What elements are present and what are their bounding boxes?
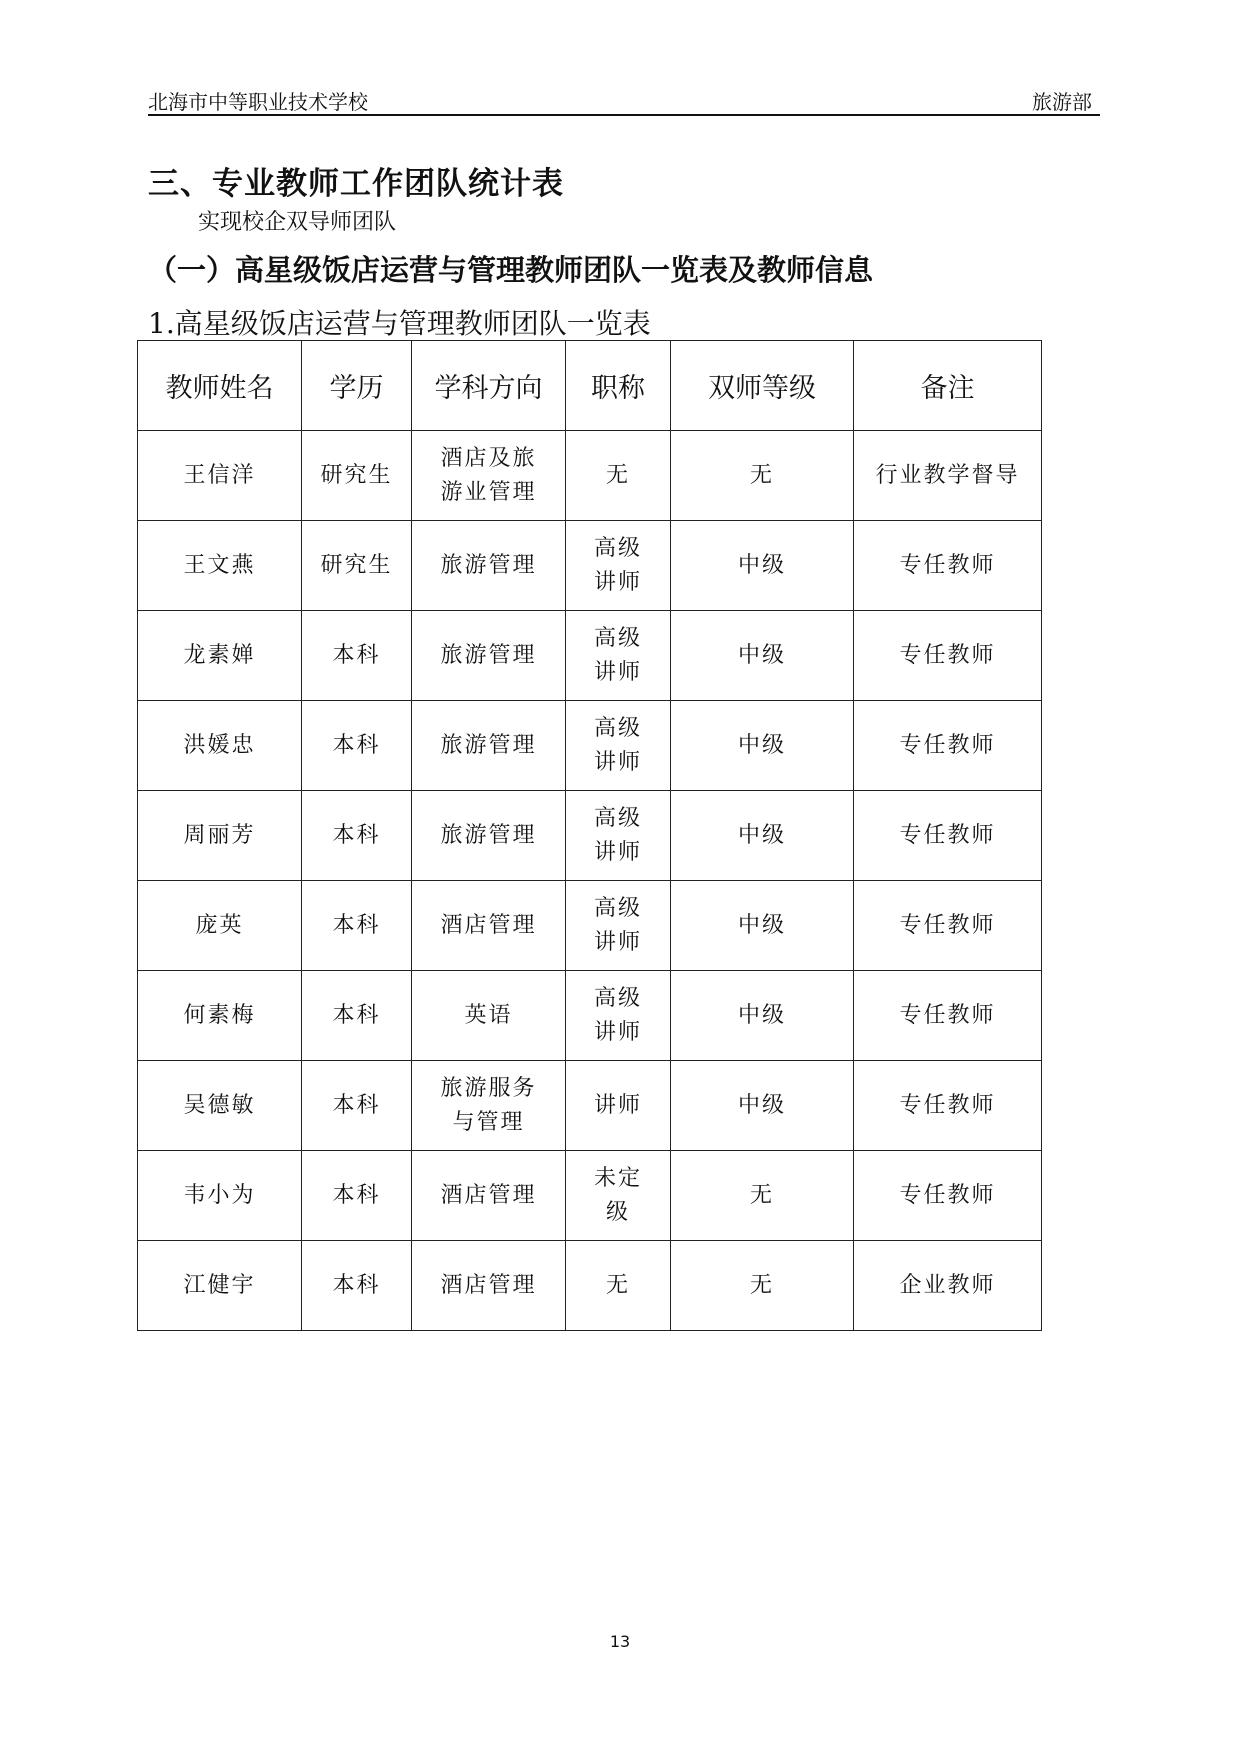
teacher-education: 本科 bbox=[302, 1061, 412, 1151]
teacher-dual-level: 中级 bbox=[671, 971, 854, 1061]
teacher-title: 无 bbox=[566, 431, 671, 521]
teacher-dual-level: 中级 bbox=[671, 611, 854, 701]
teacher-remark: 专任教师 bbox=[854, 971, 1042, 1061]
teacher-dual-level: 无 bbox=[671, 1151, 854, 1241]
teacher-education: 本科 bbox=[302, 881, 412, 971]
teacher-name: 吴德敏 bbox=[138, 1061, 302, 1151]
column-header-remark: 备注 bbox=[854, 341, 1042, 431]
teacher-remark: 专任教师 bbox=[854, 611, 1042, 701]
table-header-row bbox=[138, 341, 1042, 431]
table-row bbox=[138, 971, 1042, 1061]
teacher-name: 韦小为 bbox=[138, 1151, 302, 1241]
section-subtitle: 实现校企双导师团队 bbox=[198, 210, 397, 235]
table-row bbox=[138, 1061, 1042, 1151]
teacher-name: 王信洋 bbox=[138, 431, 302, 521]
teacher-dual-level: 中级 bbox=[671, 701, 854, 791]
teacher-name: 王文燕 bbox=[138, 521, 302, 611]
teacher-discipline: 酒店管理 bbox=[412, 1151, 566, 1241]
teacher-remark: 专任教师 bbox=[854, 791, 1042, 881]
teacher-name: 庞英 bbox=[138, 881, 302, 971]
header-divider bbox=[148, 114, 1100, 116]
column-header-title: 职称 bbox=[566, 341, 671, 431]
table-row bbox=[138, 881, 1042, 971]
teacher-dual-level: 中级 bbox=[671, 881, 854, 971]
teacher-dual-level: 中级 bbox=[671, 791, 854, 881]
header-school-name: 北海市中等职业技术学校 bbox=[148, 90, 368, 114]
teacher-discipline: 旅游管理 bbox=[412, 611, 566, 701]
table-row bbox=[138, 1241, 1042, 1331]
teacher-discipline: 旅游管理 bbox=[412, 701, 566, 791]
table-row bbox=[138, 521, 1042, 611]
column-header-education: 学历 bbox=[302, 341, 412, 431]
teacher-education: 本科 bbox=[302, 1151, 412, 1241]
teacher-remark: 专任教师 bbox=[854, 1061, 1042, 1151]
teacher-education: 本科 bbox=[302, 971, 412, 1061]
subsection-title: （一）高星级饭店运营与管理教师团队一览表及教师信息 bbox=[148, 253, 874, 287]
teacher-title: 高级讲师 bbox=[566, 611, 671, 701]
table-row bbox=[138, 611, 1042, 701]
teacher-title: 未定级 bbox=[566, 1151, 671, 1241]
teacher-education: 研究生 bbox=[302, 431, 412, 521]
teacher-remark: 行业教学督导 bbox=[854, 431, 1042, 521]
column-header-discipline: 学科方向 bbox=[412, 341, 566, 431]
teacher-discipline: 旅游管理 bbox=[412, 521, 566, 611]
teacher-discipline: 酒店管理 bbox=[412, 1241, 566, 1331]
teacher-team-table bbox=[137, 340, 1042, 1331]
teacher-remark: 企业教师 bbox=[854, 1241, 1042, 1331]
teacher-remark: 专任教师 bbox=[854, 881, 1042, 971]
column-header-name: 教师姓名 bbox=[138, 341, 302, 431]
teacher-title: 高级讲师 bbox=[566, 521, 671, 611]
teacher-education: 本科 bbox=[302, 1241, 412, 1331]
teacher-dual-level: 无 bbox=[671, 431, 854, 521]
teacher-title: 高级讲师 bbox=[566, 701, 671, 791]
table-row bbox=[138, 701, 1042, 791]
teacher-title: 讲师 bbox=[566, 1061, 671, 1151]
column-header-dual-level: 双师等级 bbox=[671, 341, 854, 431]
teacher-education: 本科 bbox=[302, 791, 412, 881]
page-number: 13 bbox=[609, 1632, 631, 1651]
teacher-name: 周丽芳 bbox=[138, 791, 302, 881]
table-row bbox=[138, 431, 1042, 521]
teacher-name: 江健宇 bbox=[138, 1241, 302, 1331]
table-caption: 1.高星级饭店运营与管理教师团队一览表 bbox=[148, 307, 651, 340]
teacher-remark: 专任教师 bbox=[854, 1151, 1042, 1241]
teacher-discipline: 酒店及旅游业管理 bbox=[412, 431, 566, 521]
header-department: 旅游部 bbox=[1032, 90, 1092, 114]
teacher-discipline: 旅游服务与管理 bbox=[412, 1061, 566, 1151]
section-title: 三、专业教师工作团队统计表 bbox=[148, 166, 564, 202]
teacher-remark: 专任教师 bbox=[854, 701, 1042, 791]
teacher-title: 高级讲师 bbox=[566, 881, 671, 971]
teacher-title: 高级讲师 bbox=[566, 791, 671, 881]
teacher-remark: 专任教师 bbox=[854, 521, 1042, 611]
teacher-title: 无 bbox=[566, 1241, 671, 1331]
table-row bbox=[138, 1151, 1042, 1241]
teacher-discipline: 酒店管理 bbox=[412, 881, 566, 971]
teacher-dual-level: 中级 bbox=[671, 1061, 854, 1151]
teacher-education: 本科 bbox=[302, 701, 412, 791]
table-row bbox=[138, 791, 1042, 881]
teacher-dual-level: 无 bbox=[671, 1241, 854, 1331]
teacher-name: 洪媛忠 bbox=[138, 701, 302, 791]
teacher-education: 本科 bbox=[302, 611, 412, 701]
teacher-discipline: 英语 bbox=[412, 971, 566, 1061]
teacher-discipline: 旅游管理 bbox=[412, 791, 566, 881]
teacher-name: 龙素婵 bbox=[138, 611, 302, 701]
teacher-title: 高级讲师 bbox=[566, 971, 671, 1061]
teacher-name: 何素梅 bbox=[138, 971, 302, 1061]
teacher-dual-level: 中级 bbox=[671, 521, 854, 611]
teacher-education: 研究生 bbox=[302, 521, 412, 611]
